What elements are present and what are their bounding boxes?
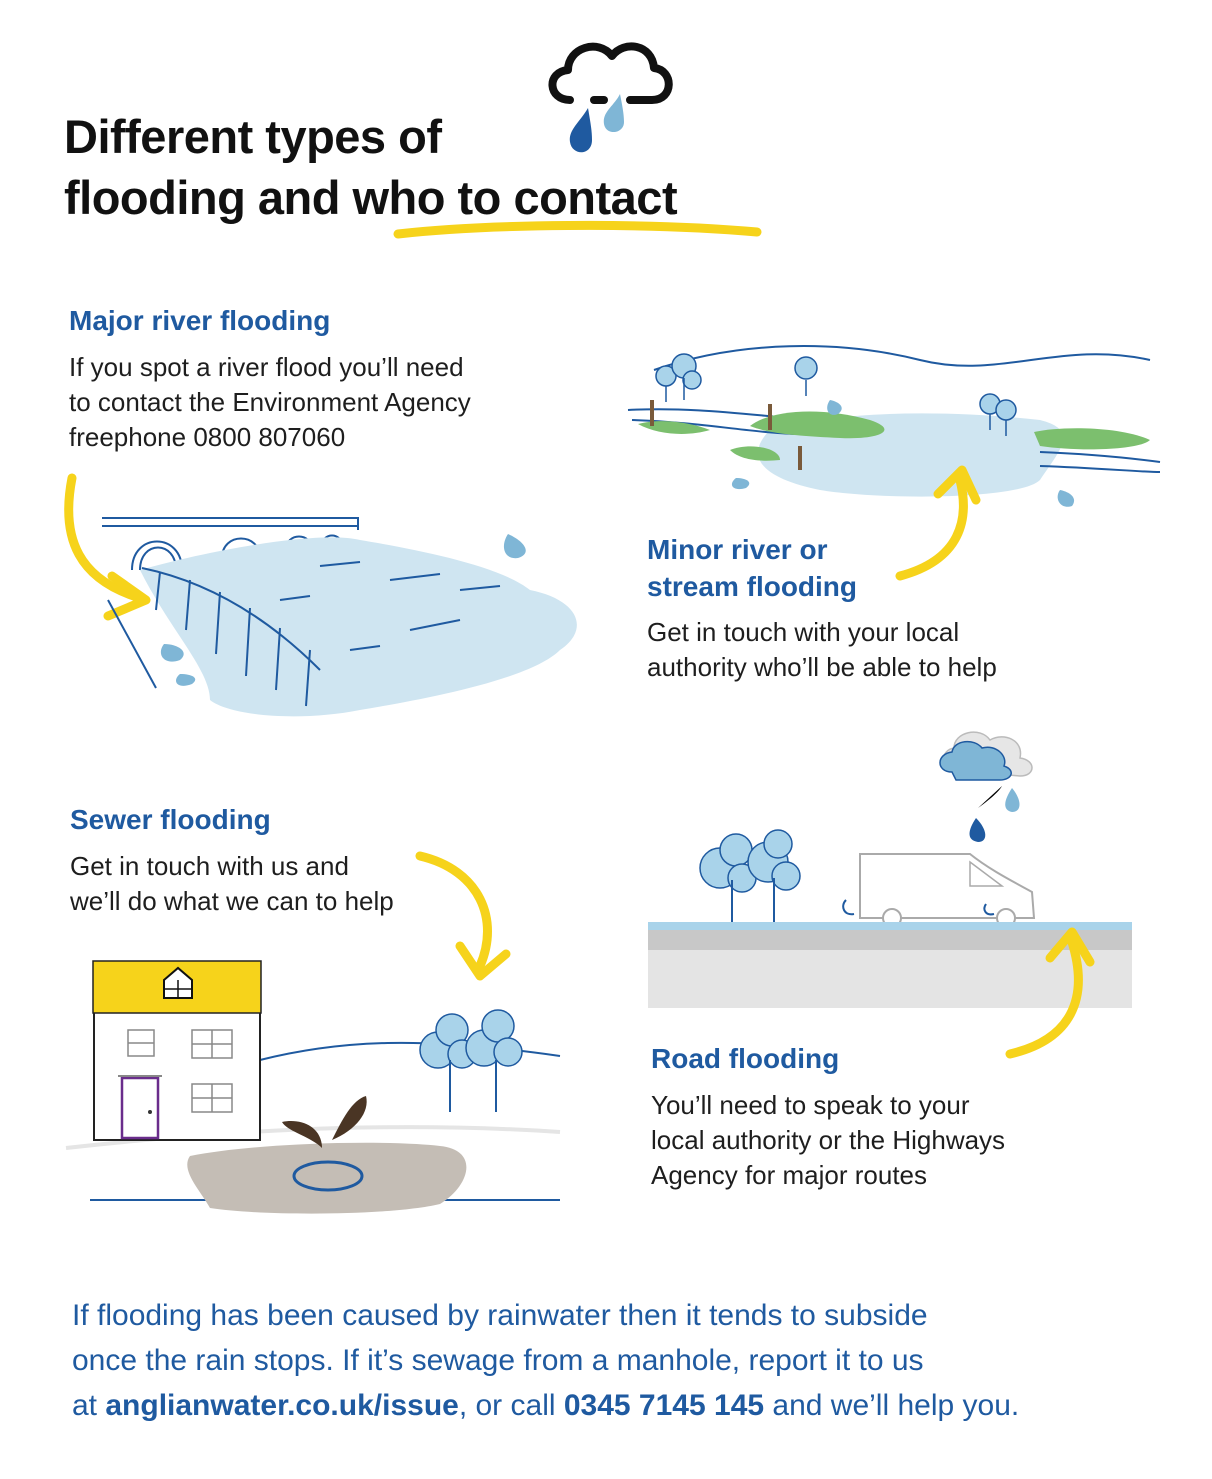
- footer-note: If flooding has been caused by rainwater then it tends to subside once the rain stops. If it’s sewage from a manhole, report it to us at anglianwater.co.uk/issue, or call 0345 7145 145 and we’ll help you.: [72, 1299, 1020, 1422]
- road-illustration: [640, 710, 1140, 1070]
- title-highlight: who to contact: [352, 171, 678, 224]
- title-underline: [395, 218, 765, 242]
- rain-cloud-icon: [540, 30, 680, 160]
- major-river-illustration: [60, 470, 600, 730]
- major-river-title: Major river flooding: [69, 305, 331, 336]
- sewer-illustration: [60, 850, 580, 1220]
- minor-river-illustration: [620, 330, 1180, 530]
- minor-river-body: Get in touch with your local authority who’ll be able to help: [647, 617, 997, 682]
- issue-link[interactable]: anglianwater.co.uk/issue: [105, 1389, 459, 1422]
- major-river-body: If you spot a river flood you’ll need to contact the Environment Agency freephone 0800 807060: [69, 352, 471, 452]
- sewer-body: Get in touch with us and we’ll do what we can to help: [70, 851, 394, 916]
- road-title: Road flooding: [651, 1043, 840, 1074]
- phone-number[interactable]: 0345 7145 145: [563, 1389, 765, 1422]
- minor-river-title: Minor river or stream flooding: [647, 534, 858, 602]
- title-line-2: flooding and who to contact: [64, 171, 678, 224]
- title-line-1: Different types of: [64, 110, 442, 163]
- sewer-title: Sewer flooding: [70, 804, 271, 835]
- road-body: You’ll need to speak to your local authority or the Highways Agency for major routes: [651, 1090, 1006, 1190]
